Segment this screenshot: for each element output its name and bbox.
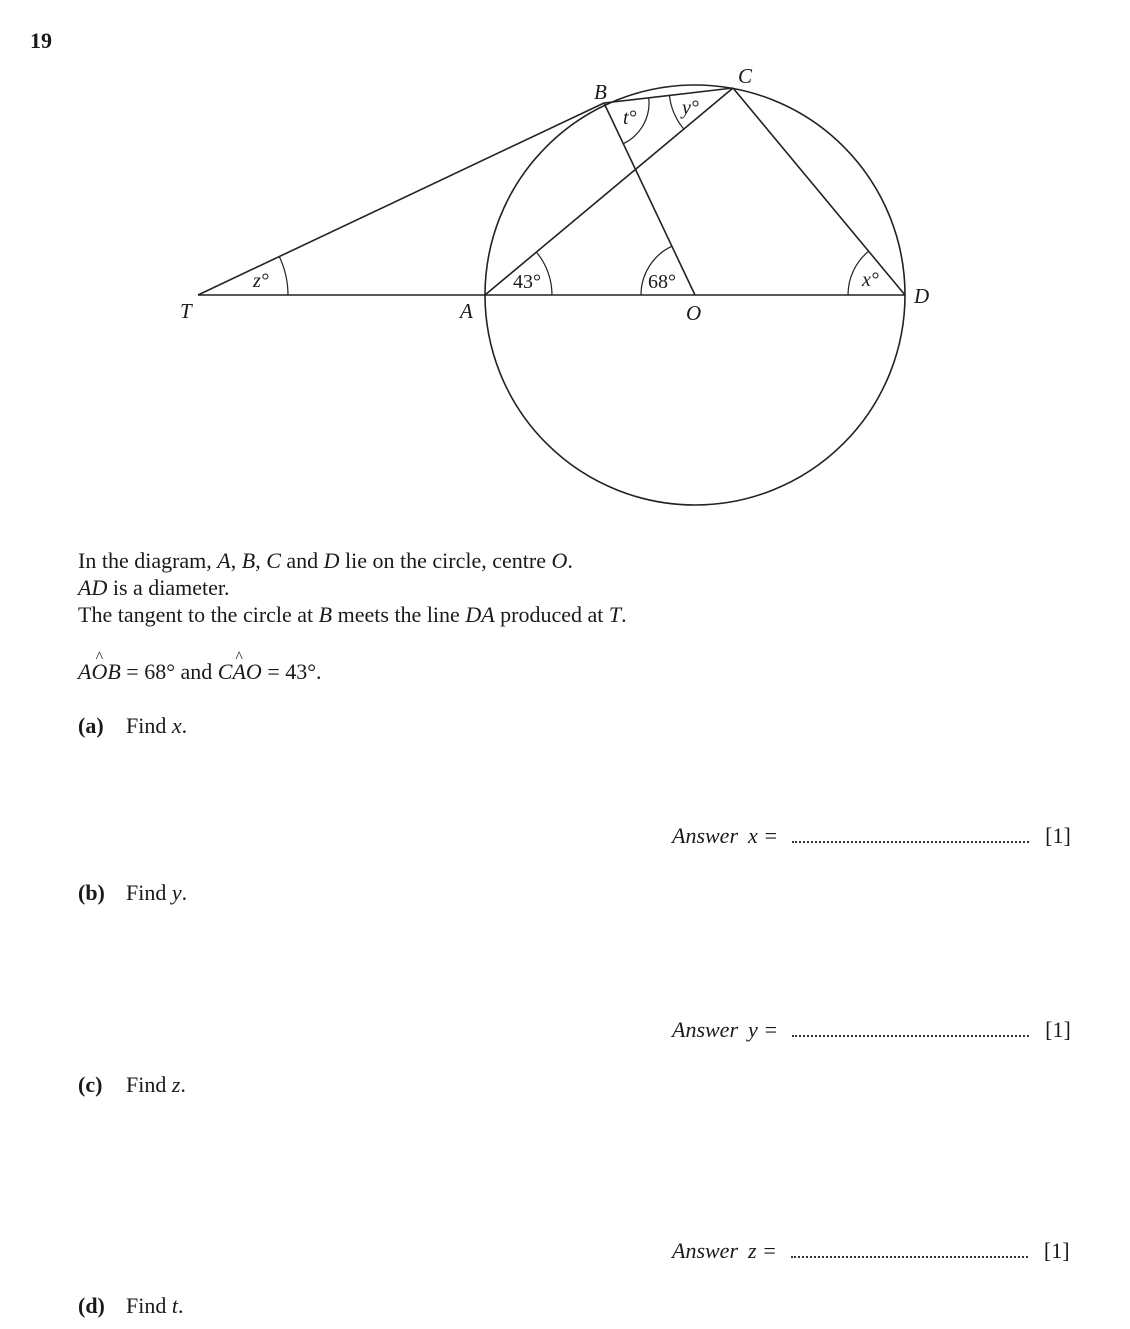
chord-ac (485, 88, 733, 295)
tangent-tb (198, 103, 604, 295)
label-angle-t: t° (623, 107, 637, 129)
part-d-question: (d) Find t. (78, 1293, 184, 1318)
label-point-d: D (914, 284, 930, 308)
question-number: 19 (30, 28, 52, 53)
part-a-question: (a) Find x. (78, 713, 188, 738)
part-b-answer-line[interactable]: Answer y = [1] (672, 1017, 1071, 1042)
part-c-answer-line[interactable]: Answer z = [1] (672, 1238, 1070, 1263)
label-point-o: O (686, 301, 702, 325)
label-point-a: A (460, 299, 473, 323)
intro-line-2: AD is a diameter. (78, 575, 230, 600)
answer-blank-x[interactable] (792, 827, 1029, 843)
label-point-b: B (594, 80, 607, 104)
intro-line-1: In the diagram, A, B, C and D lie on the circle, centre O. (78, 548, 573, 573)
label-point-t: T (180, 299, 192, 323)
answer-blank-z[interactable] (791, 1242, 1028, 1258)
intro-line-3: The tangent to the circle at B meets the line DA produced at T. (78, 602, 627, 627)
label-angle-43: 43° (513, 271, 541, 293)
chord-cd (733, 88, 905, 295)
label-angle-y: y° (682, 97, 699, 119)
part-a-answer-line[interactable]: Answer x = [1] (672, 823, 1071, 848)
label-angle-68: 68° (648, 271, 676, 293)
label-angle-x: x° (862, 269, 879, 291)
label-angle-z: z° (253, 270, 269, 292)
angle-arc-z (279, 257, 288, 295)
given-angles: A^ OB = 68° and C^ AO = 43°. (78, 658, 322, 685)
circle-geometry-diagram (0, 0, 1130, 520)
label-point-c: C (738, 64, 753, 88)
part-b-question: (b) Find y. (78, 880, 188, 905)
part-c-question: (c) Find z. (78, 1072, 186, 1097)
answer-blank-y[interactable] (792, 1021, 1029, 1037)
chord-bc (604, 88, 733, 103)
